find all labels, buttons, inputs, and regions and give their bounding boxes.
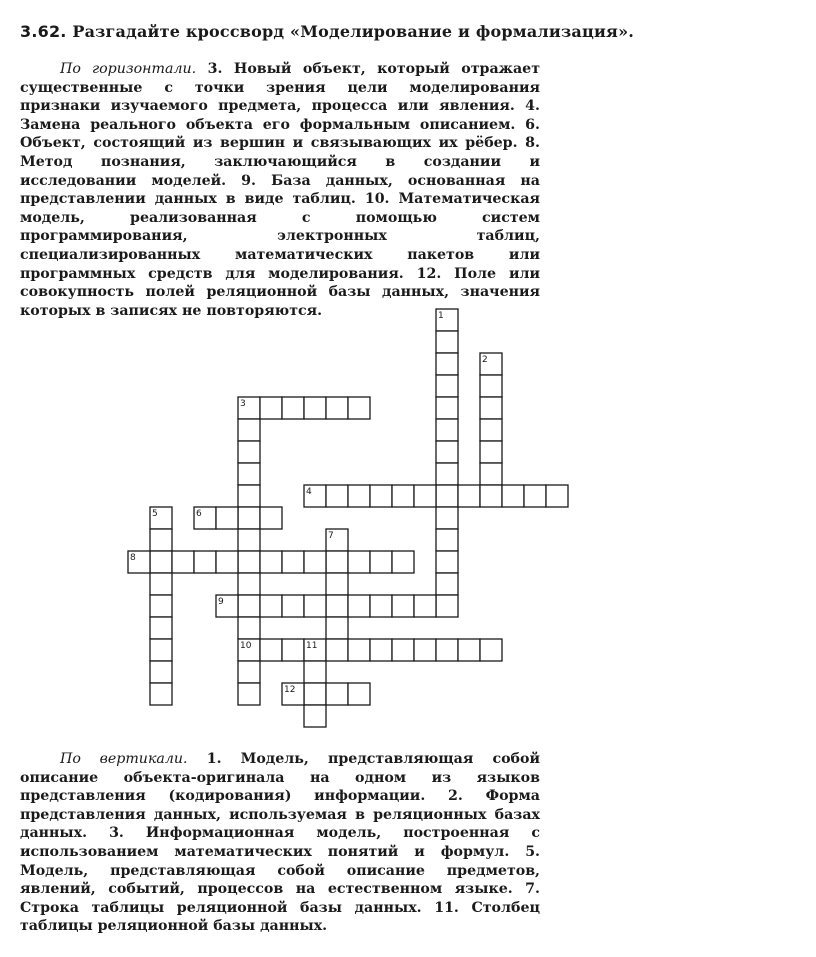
crossword-cell[interactable] [238, 617, 260, 639]
crossword-number: 7 [328, 531, 334, 541]
crossword-cell[interactable] [348, 397, 370, 419]
crossword-cell[interactable] [238, 397, 260, 419]
crossword-cell[interactable] [304, 397, 326, 419]
crossword-cell[interactable] [436, 463, 458, 485]
crossword-cell[interactable] [282, 397, 304, 419]
crossword-cell[interactable] [436, 397, 458, 419]
crossword-cell[interactable] [480, 375, 502, 397]
crossword-cell[interactable] [348, 595, 370, 617]
crossword-cell[interactable] [238, 683, 260, 705]
crossword-cell[interactable] [150, 573, 172, 595]
crossword-cell[interactable] [326, 595, 348, 617]
crossword-number: 2 [482, 355, 488, 365]
crossword-cell[interactable] [304, 661, 326, 683]
crossword-cell[interactable] [238, 595, 260, 617]
crossword-cell[interactable] [348, 551, 370, 573]
crossword-cell[interactable] [238, 485, 260, 507]
crossword-cell[interactable] [326, 529, 348, 551]
crossword-cell[interactable] [480, 353, 502, 375]
crossword-cell[interactable] [436, 639, 458, 661]
crossword-cell[interactable] [480, 463, 502, 485]
crossword-cell[interactable] [414, 595, 436, 617]
crossword-cell[interactable] [348, 639, 370, 661]
crossword-cell[interactable] [150, 617, 172, 639]
crossword-cell[interactable] [436, 507, 458, 529]
crossword-cell[interactable] [326, 573, 348, 595]
crossword-cell[interactable] [304, 683, 326, 705]
crossword-cell[interactable] [436, 485, 458, 507]
crossword-cell[interactable] [260, 595, 282, 617]
crossword-cell[interactable] [370, 551, 392, 573]
crossword-cell[interactable] [260, 507, 282, 529]
crossword-cell[interactable] [524, 485, 546, 507]
crossword-cell[interactable] [238, 639, 260, 661]
crossword-cell[interactable] [150, 507, 172, 529]
crossword-cell[interactable] [260, 551, 282, 573]
down-clues [20, 750, 540, 936]
crossword-cell[interactable] [392, 551, 414, 573]
crossword-number: 8 [130, 553, 136, 563]
crossword-cell[interactable] [370, 485, 392, 507]
crossword-cell[interactable] [260, 397, 282, 419]
crossword-number: 5 [152, 509, 158, 519]
crossword-cell[interactable] [326, 617, 348, 639]
crossword-cell[interactable] [216, 595, 238, 617]
crossword-cell[interactable] [436, 353, 458, 375]
crossword-cell[interactable] [348, 485, 370, 507]
crossword-cell[interactable] [238, 441, 260, 463]
crossword-cell[interactable] [458, 639, 480, 661]
crossword-cell[interactable] [150, 661, 172, 683]
crossword-cell[interactable] [260, 639, 282, 661]
crossword-cell[interactable] [150, 683, 172, 705]
crossword-cell[interactable] [348, 683, 370, 705]
task-title: Разгадайте кроссворд «Моделирование и формализация». [72, 22, 635, 41]
crossword-cell[interactable] [326, 551, 348, 573]
across-heading: По горизонтали. [60, 61, 197, 77]
crossword-cell[interactable] [458, 485, 480, 507]
crossword-cell[interactable] [436, 551, 458, 573]
crossword-cell[interactable] [326, 397, 348, 419]
crossword-cell[interactable] [392, 595, 414, 617]
crossword-cell[interactable] [392, 485, 414, 507]
crossword-cell[interactable] [216, 551, 238, 573]
down-text: 1. Модель, представляющая собой описание объекта-оригинала на одном из языков представления (кодирования) информации. 2. Форма представления данных, используемая в реляционных базах данных. 3. Информационная модель, построенная с использованием математических понятий и формул. 5. Модель, представляющая собой описание предметов, явлений, событий, процессов на естественном языке. 7. Строка таблицы реляционной базы данных. 11. Столбец таблицы реляционной базы данных. [20, 751, 540, 935]
across-clues [20, 60, 540, 320]
crossword-cell[interactable] [238, 661, 260, 683]
crossword-cell[interactable] [436, 419, 458, 441]
crossword-number: 9 [218, 597, 224, 607]
crossword-cell[interactable] [480, 397, 502, 419]
crossword-cell[interactable] [436, 441, 458, 463]
crossword-cell[interactable] [436, 529, 458, 551]
crossword-cell[interactable] [480, 485, 502, 507]
crossword-cell[interactable] [480, 419, 502, 441]
crossword-cell[interactable] [392, 639, 414, 661]
crossword-cell[interactable] [370, 639, 392, 661]
crossword-cell[interactable] [326, 639, 348, 661]
crossword-number: 1 [438, 311, 444, 321]
crossword-number: 6 [196, 509, 202, 519]
crossword-cell[interactable] [326, 485, 348, 507]
crossword-cell[interactable] [436, 375, 458, 397]
crossword-cell[interactable] [238, 573, 260, 595]
crossword-cell[interactable] [304, 705, 326, 727]
crossword-cell[interactable] [282, 683, 304, 705]
crossword-cell[interactable] [216, 507, 238, 529]
crossword-number: 10 [240, 641, 252, 651]
crossword-cell[interactable] [194, 507, 216, 529]
crossword-cell[interactable] [370, 595, 392, 617]
crossword-cell[interactable] [436, 573, 458, 595]
task-heading [20, 22, 634, 41]
crossword-cell[interactable] [238, 507, 260, 529]
crossword-cell[interactable] [304, 485, 326, 507]
crossword-cell[interactable] [150, 639, 172, 661]
crossword-cell[interactable] [150, 595, 172, 617]
crossword-cell[interactable] [414, 485, 436, 507]
crossword-cell[interactable] [326, 683, 348, 705]
crossword-cell[interactable] [502, 485, 524, 507]
crossword-cell[interactable] [150, 551, 172, 573]
crossword-cell[interactable] [238, 419, 260, 441]
crossword-cell[interactable] [304, 639, 326, 661]
crossword-number: 12 [284, 685, 296, 695]
across-text: 3. Новый объект, который отражает существенные с точки зрения цели моделирования признаки изучаемого предмета, процесса или явления. 4. Замена реального объекта его формальным описанием. 6. Объект, состоящий из вершин и связывающих их рёбер. 8. Метод познания, заключающийся в создании и исследовании моделей. 9. База данных, основанная на представлении данных в виде таблиц. 10. Математическая модель, реализованная с помощью систем программирования, электронных таблиц, специализированных математических пакетов или программных средств для моделирования. 12. Поле или совокупность полей реляционной базы данных, значения которых в записях не повторяются. [20, 61, 540, 319]
crossword-cell[interactable] [172, 551, 194, 573]
crossword-cell[interactable] [238, 463, 260, 485]
crossword-cell[interactable] [282, 639, 304, 661]
crossword-cell[interactable] [546, 485, 568, 507]
crossword-cell[interactable] [480, 639, 502, 661]
crossword-cell[interactable] [282, 595, 304, 617]
crossword-cell[interactable] [238, 551, 260, 573]
crossword-cell[interactable] [128, 551, 150, 573]
crossword-cell[interactable] [436, 331, 458, 353]
crossword-cell[interactable] [436, 595, 458, 617]
crossword-cell[interactable] [282, 551, 304, 573]
crossword-number: 4 [306, 487, 312, 497]
crossword-cell[interactable] [414, 639, 436, 661]
task-number: 3.62. [20, 22, 67, 41]
crossword-cell[interactable] [150, 529, 172, 551]
crossword-cell[interactable] [194, 551, 216, 573]
down-heading: По вертикали. [60, 751, 188, 767]
crossword-cell[interactable] [304, 551, 326, 573]
crossword-cell[interactable] [238, 529, 260, 551]
crossword-cell[interactable] [436, 309, 458, 331]
crossword-cell[interactable] [480, 441, 502, 463]
crossword-number: 11 [306, 641, 318, 651]
crossword-number: 3 [240, 399, 246, 409]
crossword-cell[interactable] [304, 595, 326, 617]
